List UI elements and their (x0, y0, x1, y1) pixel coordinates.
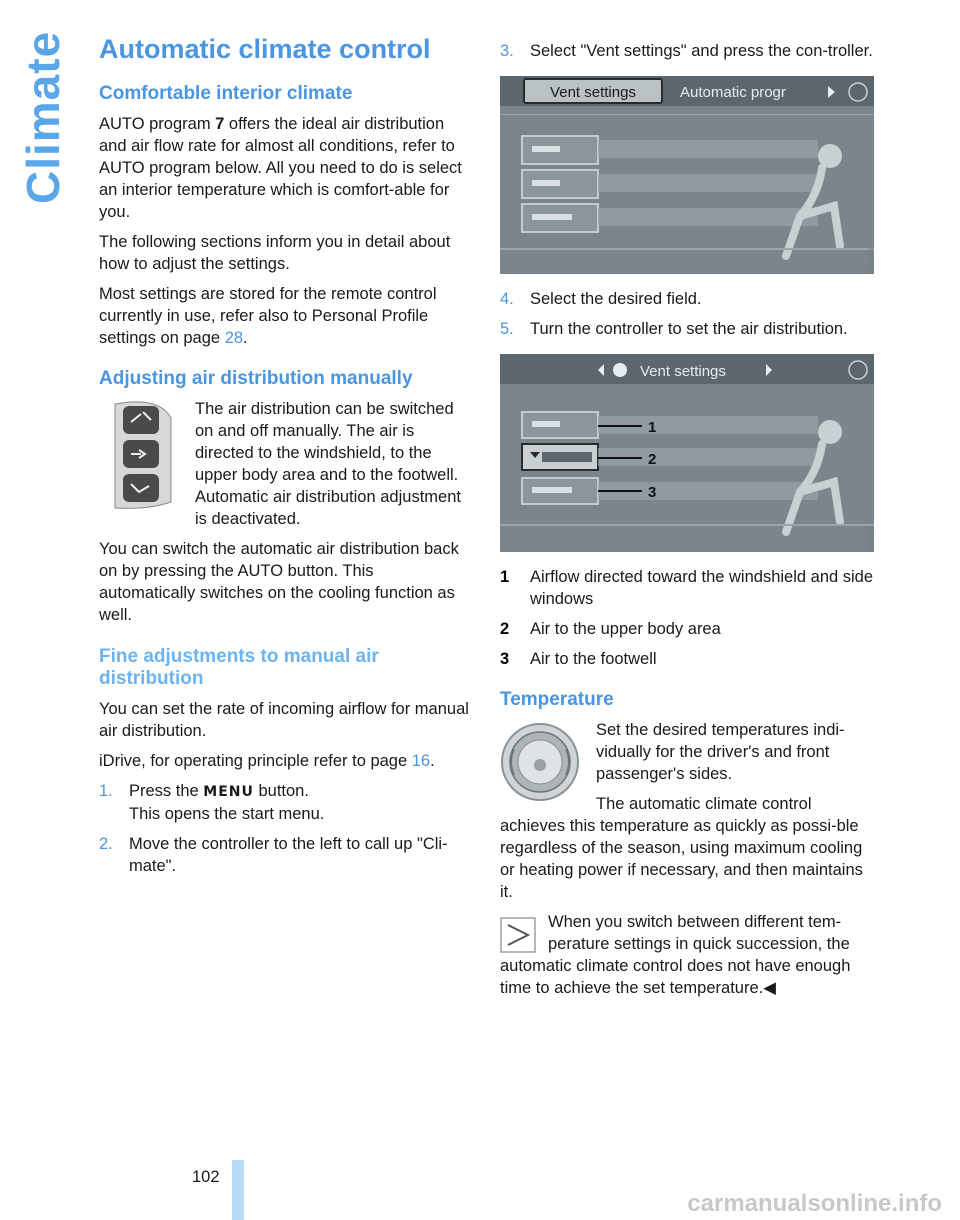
temperature-knob-image (500, 719, 580, 805)
heading-comfortable-interior: Comfortable interior climate (99, 83, 353, 104)
text: iDrive, for operating principle refer to page (99, 752, 412, 770)
step-4 (500, 288, 880, 310)
legend-number: 2 (500, 620, 510, 638)
step-number: 4. (500, 290, 514, 308)
end-marker-icon: ◀ (763, 979, 776, 997)
paragraph (99, 113, 471, 223)
step-text: Turn the controller to set the air distribution. (530, 320, 848, 338)
step-text: Move the controller to the left to call up "Cli-mate". (129, 835, 448, 875)
step-text: Select "Vent settings" and press the con-troller. (530, 42, 873, 60)
step-3 (500, 40, 880, 62)
callout-2: 2 (648, 451, 657, 468)
legend-text: Air to the footwell (530, 650, 657, 668)
step-number: 5. (500, 320, 514, 338)
step-1 (99, 780, 471, 825)
paragraph (99, 283, 471, 349)
text: . (430, 752, 435, 770)
note-arrow-icon (500, 917, 536, 953)
page-bar (232, 1160, 244, 1220)
page-link-28[interactable]: 28 (224, 329, 244, 347)
step-5 (500, 318, 880, 340)
callout-1: 1 (648, 419, 657, 436)
text: . (243, 329, 248, 347)
image-code: MV01459EA (866, 526, 873, 552)
text: button. (253, 782, 309, 800)
program-number: 7 (215, 115, 225, 133)
text: Most settings are stored for the remote control currently in use, refer also to Personal Profile settings on page (99, 285, 437, 347)
screen-title-vent-settings: Vent settings (640, 363, 726, 380)
paragraph: The automatic climate control achieves this temperature as quickly as possi-ble regardless of the season, using maximum cooling or heating power if necessary, and then maintains it. (500, 795, 863, 901)
note-text: When you switch between different tem-perature settings in quick succession, the automatic climate control does not have enough time to achieve the set temperature. (500, 913, 851, 997)
text: AUTO program (99, 115, 216, 133)
footer-watermark: carmanualsonline.info (687, 1190, 942, 1217)
heading-adjusting-air-distribution: Adjusting air distribution manually (99, 368, 413, 389)
tab-automatic-program: Automatic progr (680, 84, 786, 101)
left-column (99, 30, 471, 885)
note-paragraph (500, 911, 880, 999)
paragraph: The air distribution can be switched on and off manually. The air is directed to the windshield, to the upper body area and to the footwell. Automatic air distribution adjustment is deactivated. (195, 400, 461, 528)
vent-settings-screenshot-1 (500, 76, 874, 274)
paragraph: You can set the rate of incoming airflow for manual air distribution. (99, 700, 469, 740)
legend-item-1 (500, 566, 880, 610)
vent-buttons-image (113, 398, 177, 510)
legend-item-2 (500, 618, 880, 640)
right-column (500, 40, 880, 1007)
heading-temperature: Temperature (500, 689, 614, 710)
paragraph: The following sections inform you in detail about how to adjust the settings. (99, 233, 451, 273)
page-title: Automatic climate control (99, 34, 431, 64)
step-2 (99, 833, 471, 877)
paragraph (99, 750, 471, 772)
text: Press the (129, 782, 204, 800)
menu-button-glyph: MENU (203, 784, 254, 800)
paragraph: Set the desired temperatures indi-vidually for the driver's and front passenger's sides. (596, 721, 845, 783)
legend-item-3 (500, 648, 880, 670)
step-number: 2. (99, 835, 113, 853)
paragraph: You can switch the automatic air distribution back on by pressing the AUTO button. This automatically switches on the cooling function as well. (99, 540, 459, 624)
step-text (129, 780, 471, 825)
step-number: 3. (500, 42, 514, 60)
vent-settings-screenshot-2 (500, 354, 874, 552)
legend-text: Airflow directed toward the windshield and side windows (530, 568, 874, 608)
chapter-tab (17, 30, 69, 204)
text: offers the ideal air distribution and air flow rate for almost all conditions, refer to AUTO program below. All you need to do is select an interior temperature which is comfort-able for you. (99, 115, 462, 221)
page-link-16[interactable]: 16 (411, 752, 431, 770)
step-number: 1. (99, 782, 113, 800)
tab-vent-settings: Vent settings (550, 84, 636, 101)
legend-number: 1 (500, 568, 510, 586)
heading-fine-adjustments: Fine adjustments to manual air distribution (99, 646, 379, 689)
step-text: Select the desired field. (530, 290, 702, 308)
image-code: MV01093EA (866, 248, 873, 274)
callout-3: 3 (648, 484, 657, 501)
chapter-tab-label: Climate (17, 30, 69, 204)
text: This opens the start menu. (129, 805, 325, 823)
legend-text: Air to the upper body area (530, 620, 721, 638)
page-number: 102 (192, 1168, 220, 1186)
legend-number: 3 (500, 650, 510, 668)
